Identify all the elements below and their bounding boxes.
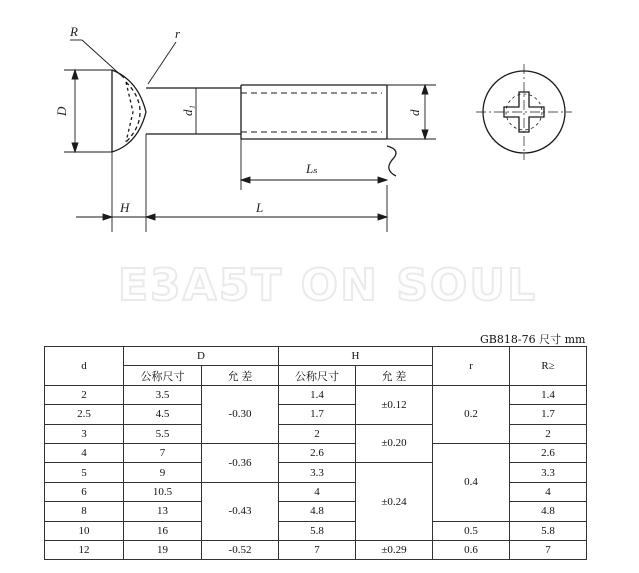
cell-H-nominal: 1.7 bbox=[279, 405, 356, 424]
header-D-tolerance: 允 差 bbox=[202, 366, 279, 385]
thread-length-Ls-label: Lₛ bbox=[306, 161, 318, 176]
header-H: H bbox=[279, 347, 433, 366]
cell-H-nominal: 1.4 bbox=[279, 385, 356, 404]
cell-H-nominal: 4 bbox=[279, 482, 356, 501]
table-row bbox=[45, 540, 587, 559]
header-d: d bbox=[45, 347, 124, 386]
cell-r: 0.2 bbox=[433, 385, 510, 443]
cell-D-tolerance: -0.52 bbox=[202, 540, 279, 559]
cell-R: 2 bbox=[510, 424, 587, 443]
table-row bbox=[45, 521, 587, 540]
cell-H-tolerance: ±0.29 bbox=[356, 540, 433, 559]
cell-d: 10 bbox=[45, 521, 124, 540]
cell-H-tolerance: ±0.12 bbox=[356, 385, 433, 424]
length-L-label: L bbox=[256, 200, 264, 215]
cell-r: 0.4 bbox=[433, 443, 510, 521]
cell-R: 5.8 bbox=[510, 521, 587, 540]
cell-D-nominal: 7 bbox=[124, 443, 202, 462]
cell-R: 1.7 bbox=[510, 405, 587, 424]
cell-d: 2.5 bbox=[45, 405, 124, 424]
radius-r-label: r bbox=[175, 26, 181, 41]
cell-d: 3 bbox=[45, 424, 124, 443]
cell-H-nominal: 2 bbox=[279, 424, 356, 443]
thread-diameter-d-label: d bbox=[407, 109, 422, 116]
cell-H-nominal: 3.3 bbox=[279, 463, 356, 482]
cell-H-nominal: 4.8 bbox=[279, 502, 356, 521]
cell-R: 4.8 bbox=[510, 502, 587, 521]
cell-R: 1.4 bbox=[510, 385, 587, 404]
watermark-text: E3A5T ON SOUL bbox=[118, 260, 538, 311]
cell-R: 4 bbox=[510, 482, 587, 501]
cell-R: 3.3 bbox=[510, 463, 587, 482]
phillips-head-top-view bbox=[476, 64, 572, 160]
cell-D-tolerance: -0.36 bbox=[202, 443, 279, 482]
head-diameter-D-label: D bbox=[54, 106, 69, 116]
cell-D-nominal: 9 bbox=[124, 463, 202, 482]
cell-R: 2.6 bbox=[510, 443, 587, 462]
cell-R: 7 bbox=[510, 540, 587, 559]
cell-H-nominal: 7 bbox=[279, 540, 356, 559]
cell-D-nominal: 16 bbox=[124, 521, 202, 540]
cell-d: 5 bbox=[45, 463, 124, 482]
cell-H-nominal: 2.6 bbox=[279, 443, 356, 462]
radius-R-label: R bbox=[70, 24, 78, 39]
cell-D-nominal: 10.5 bbox=[124, 482, 202, 501]
shank-diameter-d1-label: d₁ bbox=[180, 104, 195, 116]
cell-d: 8 bbox=[45, 502, 124, 521]
cell-H-nominal: 5.8 bbox=[279, 521, 356, 540]
table-row bbox=[45, 385, 587, 404]
header-H-nominal: 公称尺寸 bbox=[279, 366, 356, 385]
header-R: R≥ bbox=[510, 347, 587, 386]
header-D: D bbox=[124, 347, 279, 366]
table-header-row bbox=[45, 347, 587, 366]
cell-H-tolerance: ±0.24 bbox=[356, 463, 433, 541]
cell-d: 2 bbox=[45, 385, 124, 404]
table-row bbox=[45, 443, 587, 462]
cell-d: 6 bbox=[45, 482, 124, 501]
cell-D-tolerance: -0.30 bbox=[202, 385, 279, 443]
cell-H-tolerance: ±0.20 bbox=[356, 424, 433, 463]
cell-d: 4 bbox=[45, 443, 124, 462]
header-D-nominal: 公称尺寸 bbox=[124, 366, 202, 385]
cell-D-nominal: 4.5 bbox=[124, 405, 202, 424]
dimension-table bbox=[44, 346, 587, 560]
cell-D-nominal: 3.5 bbox=[124, 385, 202, 404]
table-caption: GB818-76 尺寸 mm bbox=[480, 333, 586, 346]
cell-r: 0.5 bbox=[433, 521, 510, 540]
head-height-H-label: H bbox=[120, 200, 130, 215]
cell-r: 0.6 bbox=[433, 540, 510, 559]
cell-D-nominal: 5.5 bbox=[124, 424, 202, 443]
cell-d: 12 bbox=[45, 540, 124, 559]
cell-D-tolerance: -0.43 bbox=[202, 482, 279, 540]
header-H-tolerance: 允 差 bbox=[356, 366, 433, 385]
header-r: r bbox=[433, 347, 510, 386]
cell-D-nominal: 19 bbox=[124, 540, 202, 559]
screw-side-view bbox=[112, 70, 396, 176]
cell-D-nominal: 13 bbox=[124, 502, 202, 521]
